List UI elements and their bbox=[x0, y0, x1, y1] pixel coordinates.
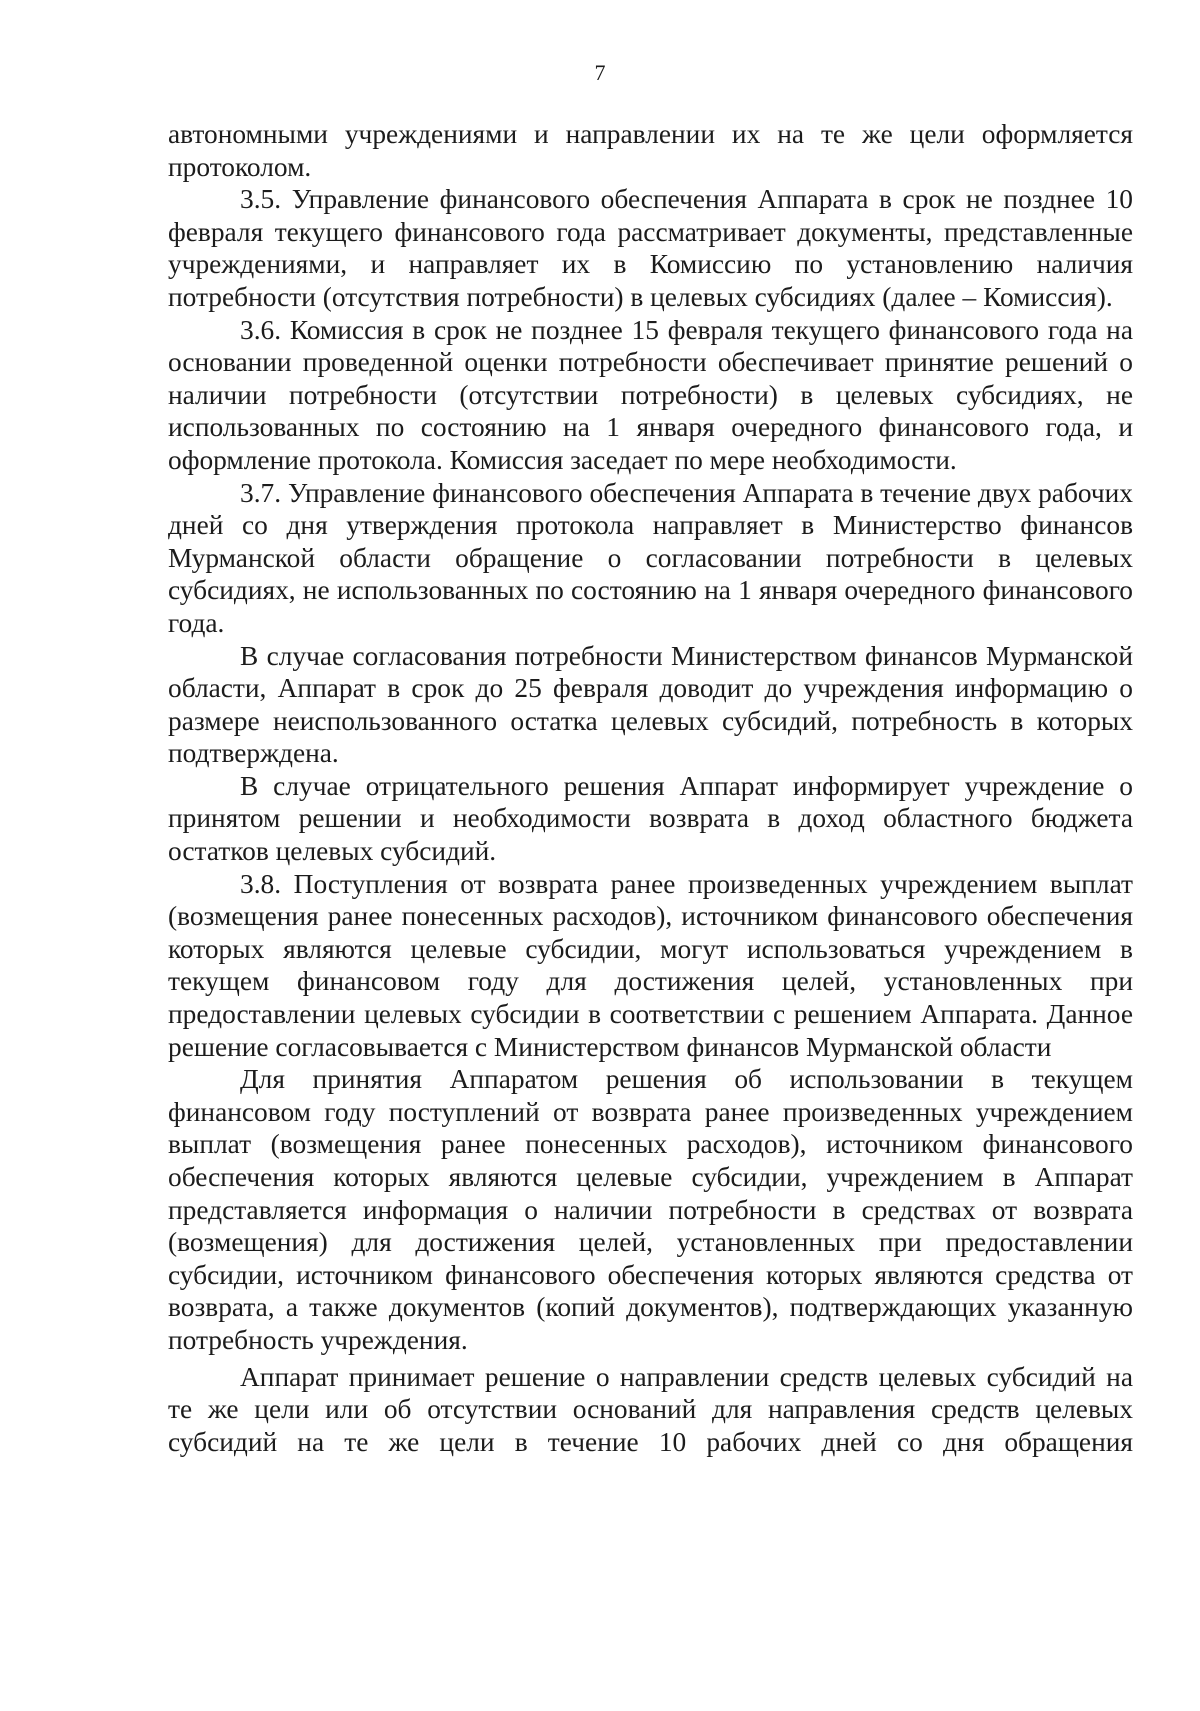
paragraph-negative-decision: В случае отрицательного решения Аппарат информирует учреждение о принятом решении и необходимости возврата в доход областного бюджета остатков целевых субсидий. bbox=[168, 770, 1133, 867]
paragraph-decision-procedure: Для принятия Аппаратом решения об использовании в текущем финансовом году поступлений от возврата ранее произведенных учреждением выплат (возмещения ранее понесенных расходов), источником финансового обеспечения которых являются целевые субсидии, учреждением в Аппарат представляется информация о наличии потребности в средствах от возврата (возмещения) для достижения целей, установленных при предоставлении субсидии, источником финансового обеспечения которых являются средства от возврата, а также документов (копий документов), подтверждающих указанную потребность учреждения. bbox=[168, 1064, 1133, 1355]
paragraph-decision-deadline: Аппарат принимает решение о направлении средств целевых субсидий на те же цели или об отсутствии оснований для направления средств целевых субсидий на те же цели в течение 10 рабочих дней со дня обращения bbox=[168, 1361, 1133, 1457]
paragraph-3-7: 3.7. Управление финансового обеспечения Аппарата в течение двух рабочих дней со дня утверждения протокола направляет в Министерство финансов Мурманской области обращение о согласовании потребности в целевых субсидиях, не использованных по состоянию на 1 января очередного финансового года. bbox=[168, 477, 1133, 638]
paragraph-3-8: 3.8. Поступления от возврата ранее произведенных учреждением выплат (возмещения ранее понесенных расходов), источником финансового обеспечения которых являются целевые субсидии, могут использоваться учреждением в текущем финансовом году для достижения целей, установленных при предоставлении целевых субсидии в соответствии с решением Аппарата. Данное решение согласовывается с Министерством финансов Мурманской области bbox=[168, 868, 1133, 1062]
paragraph-continuation: автономными учреждениями и направлении их на те же цели оформляется протоколом. bbox=[168, 119, 1133, 182]
page-number: 7 bbox=[594, 60, 606, 85]
paragraph-3-5: 3.5. Управление финансового обеспечения Аппарата в срок не позднее 10 февраля текущего финансового года рассматривает документы, представленные учреждениями, и направляет их в Комиссию по установлению наличия потребности (отсутствия потребности) в целевых субсидиях (далее – Комиссия). bbox=[168, 184, 1133, 312]
document-body bbox=[168, 118, 1133, 1458]
paragraph-3-6: 3.6. Комиссия в срок не позднее 15 февраля текущего финансового года на основании проведенной оценки потребности обеспечивает принятие решений о наличии потребности (отсутствии потребности) в целевых субсидиях, не использованных по состоянию на 1 января очередного финансового года, и оформление протокола. Комиссия заседает по мере необходимости. bbox=[168, 314, 1133, 475]
paragraph-agreement-case: В случае согласования потребности Министерством финансов Мурманской области, Аппарат в срок до 25 февраля доводит до учреждения информацию о размере неиспользованного остатка целевых субсидий, потребность в которых подтверждена. bbox=[168, 640, 1133, 769]
